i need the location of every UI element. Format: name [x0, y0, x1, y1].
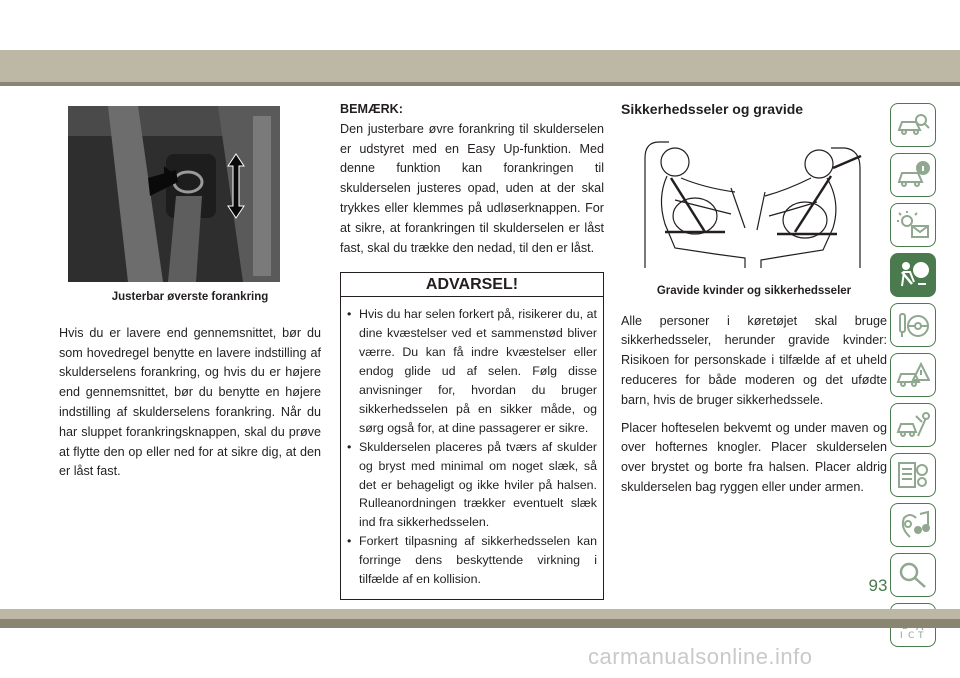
warning-box	[340, 272, 604, 600]
section-title: Sikkerhedsseler og gravide	[621, 101, 804, 117]
tab-index-magnifier[interactable]	[890, 553, 936, 597]
tab-car-magnifier[interactable]	[890, 103, 936, 147]
car-magnifier-icon	[896, 110, 930, 140]
specifications-gears-icon	[896, 460, 930, 490]
column-3	[621, 100, 887, 506]
warning-title: ADVARSEL!	[341, 273, 603, 297]
chapter-tabs	[890, 103, 936, 653]
anchor-height-paragraph: Hvis du er lavere end gennemsnittet, bør du som hovedregel benytte en lavere indstilling af skulderselens forankring, og hvis du er højere end gennemsnittet, bør du benytte en højere indstilling af skulderselens forankring. Når du har sluppet forankringsknappen, skal du prøve at flytte den op eller ned for at sikre dig, at den er låst fast.	[59, 325, 321, 479]
warning-item: • Hvis du har selen forkert på, risikerer du, at dine kvæstelser ved et sammenstød bliver værre. Du kan få indre kvæstelser eller endog glide ud af selen. Følg disse anvisninger for, hvordan du bruger sikkerhedsselen på en sikker måde, og sørg også for, at dine passagerer er sikre.	[347, 305, 597, 437]
seatbelt-anchor-illustration	[68, 106, 280, 282]
car-wrench-icon	[896, 410, 930, 440]
figure-caption: Gravide kvinder og sikkerhedsseler	[656, 284, 852, 297]
pregnant-seatbelt-figure	[635, 128, 865, 272]
watermark: carmanualsonline.info	[588, 644, 813, 669]
bottom-band	[0, 609, 960, 619]
multimedia-music-icon	[896, 510, 930, 540]
top-band	[0, 50, 960, 82]
index-magnifier-icon	[896, 560, 930, 590]
seatbelt-anchor-photo	[68, 106, 280, 282]
key-steering-wheel-icon	[896, 310, 930, 340]
note-title: BEMÆRK:	[340, 102, 403, 116]
pregnant-seatbelt-illustration	[635, 128, 865, 272]
car-info-icon	[896, 160, 930, 190]
top-band-line	[0, 82, 960, 86]
pregnancy-paragraph: Alle personer i køretøjet skal bruge sikkerhedsseler, herunder gravide kvinder: Risikoen for personskade i tilfælde af et uheld reduceres for både moderen og det ufødte barn, hvis de bruger sikkerhedssele.	[621, 313, 887, 407]
lights-message-icon	[896, 210, 930, 240]
tab-airbag-seatbelt[interactable]	[890, 253, 936, 297]
column-2	[340, 100, 604, 600]
tab-lights-message[interactable]	[890, 203, 936, 247]
column-1	[59, 100, 321, 490]
language-letter: I	[900, 631, 903, 640]
hazard-car-icon	[896, 360, 930, 390]
tab-specifications-gears[interactable]	[890, 453, 936, 497]
tab-key-steering-wheel[interactable]	[890, 303, 936, 347]
page-number: 93	[868, 576, 888, 595]
language-letter: C	[908, 631, 915, 640]
language-letter: T	[918, 631, 924, 640]
warning-list	[341, 297, 603, 599]
tab-multimedia-music[interactable]	[890, 503, 936, 547]
note-text: Den justerbare øvre forankring til skulderselen er udstyret med en Easy Up-funktion. Med denne funktion kan forankringen til skulderselen justeres opad, uden at der skal trykkes eller klemmes på udløserknappen. For at sikre, at forankringen til skulderselen er låst fast, skal du trække den nedad, til den er låst.	[340, 121, 604, 255]
tab-hazard-car[interactable]	[890, 353, 936, 397]
bottom-band-line	[0, 619, 960, 628]
warning-item: • Skulderselen placeres på tværs af skulder og bryst med minimal om noget slæk, så det er behageligt og ikke hviler på halsen. Rulleanordningen trækker eventuelt slæk ind fra sikkerhedsselen.	[347, 438, 597, 533]
photo-caption: Justerbar øverste forankring	[111, 291, 269, 303]
belt-placement-paragraph: Placer hofteselen bekvemt og under maven og over hofternes knogler. Placer skulderselen over brystet og borte fra halsen. Placer aldrig skulderselen bag ryggen eller under armen.	[621, 420, 887, 494]
warning-item: • Forkert tilpasning af sikkerhedsselen kan forringe dens beskyttende virkning i tilfælde af en kollision.	[347, 532, 597, 589]
airbag-seatbelt-icon	[896, 260, 930, 290]
tab-car-info[interactable]	[890, 153, 936, 197]
tab-car-wrench[interactable]	[890, 403, 936, 447]
